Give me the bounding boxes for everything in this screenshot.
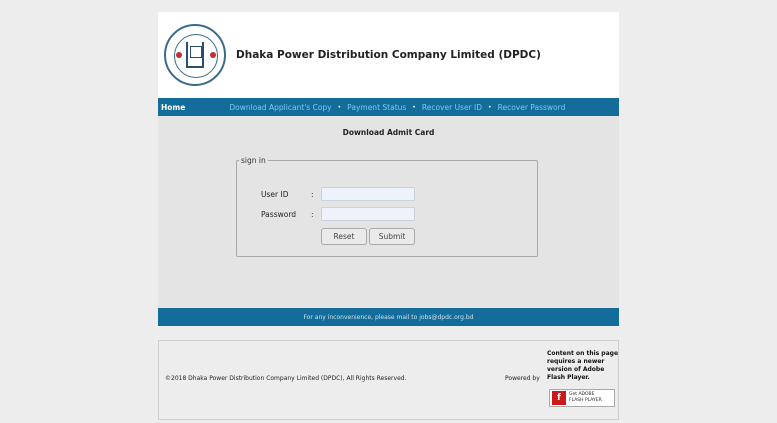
sign-in-fieldset [236,156,538,257]
site-header [158,12,619,98]
password-row [261,207,415,221]
nav-home[interactable]: Home [161,102,186,112]
flash-required-message: Content on this page requires a newer version of Adobe Flash Player. [547,350,619,381]
password-input[interactable] [321,207,415,221]
reset-button[interactable]: Reset [321,228,367,245]
copyright-text: ©2018 Dhaka Power Distribution Company Limited (DPDC), All Rights Reserved. [165,375,407,382]
nav-separator: • [337,103,342,111]
get-flash-player-button[interactable] [549,389,615,407]
dpdc-logo-icon [164,24,226,86]
submit-button[interactable]: Submit [369,228,415,245]
colon: : [311,189,314,199]
colon: : [311,209,314,219]
footer-notice: For any inconvenience, please mail to jobs@dpdc.org.bd [303,313,474,321]
page-container [158,12,619,326]
bottom-footer [158,340,619,420]
nav-separator: • [488,103,492,111]
user-id-input[interactable] [321,187,415,201]
flash-player-icon: f [552,391,566,405]
nav-recover-password[interactable]: Recover Password [497,102,566,112]
nav-recover-user-id[interactable]: Recover User ID [421,102,483,112]
footer-notice-bar [158,308,619,326]
fieldset-legend: sign in [241,156,266,165]
powered-by-text: Powered by [505,375,540,382]
nav-payment-status[interactable]: Payment Status [347,102,407,112]
page-title: Download Admit Card [342,128,435,137]
flash-badge-line1: Get ADOBE [569,392,595,397]
main-content [158,116,619,308]
nav-download-applicant-copy[interactable]: Download Applicant's Copy [229,102,332,112]
nav-separator: • [412,103,416,111]
flash-badge-text [569,392,602,404]
flash-badge-line2: FLASH PLAYER [569,398,602,403]
main-nav [158,98,619,116]
user-id-row [261,187,415,201]
site-title: Dhaka Power Distribution Company Limited (DPDC) [236,49,541,61]
user-id-label: User ID [261,189,289,199]
password-label: Password [261,209,297,219]
